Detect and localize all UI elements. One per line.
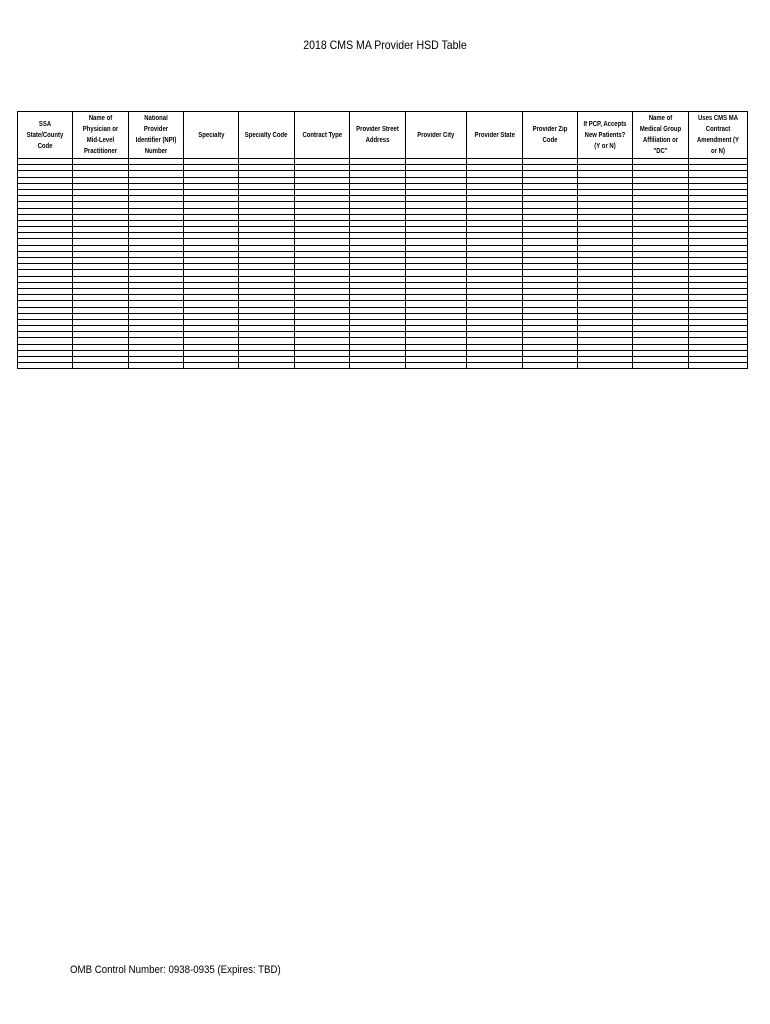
column-header: Name of Physician or Mid-Level Practitioner: [73, 112, 129, 159]
table-cell[interactable]: [578, 363, 633, 369]
column-header: If PCP, Accepts New Patients? (Y or N): [578, 112, 633, 159]
column-header: Name of Medical Group Affiliation or "DC": [633, 112, 689, 159]
table-cell[interactable]: [18, 363, 73, 369]
table-cell[interactable]: [295, 363, 350, 369]
column-header: Specialty: [184, 112, 239, 159]
table-cell[interactable]: [129, 363, 184, 369]
omb-control-footer: OMB Control Number: 0938-0935 (Expires: TBD): [70, 964, 281, 976]
table-cell[interactable]: [406, 363, 467, 369]
table-cell[interactable]: [350, 363, 406, 369]
table-row: [18, 363, 748, 369]
column-header: Provider Street Address: [350, 112, 406, 159]
table-cell[interactable]: [523, 363, 578, 369]
provider-hsd-table: [17, 111, 748, 369]
table-cell[interactable]: [184, 363, 239, 369]
table-cell[interactable]: [633, 363, 689, 369]
header-row: [18, 112, 748, 159]
column-header: Specialty Code: [239, 112, 295, 159]
column-header: National Provider Identifier (NPI) Number: [129, 112, 184, 159]
table-cell[interactable]: [467, 363, 523, 369]
table-cell[interactable]: [689, 363, 748, 369]
column-header: Provider Zip Code: [523, 112, 578, 159]
page-title: 2018 CMS MA Provider HSD Table: [303, 38, 467, 52]
column-header: SSA State/County Code: [18, 112, 73, 159]
table-cell[interactable]: [73, 363, 129, 369]
table-cell[interactable]: [239, 363, 295, 369]
column-header: Contract Type: [295, 112, 350, 159]
column-header: Provider State: [467, 112, 523, 159]
column-header: Provider City: [406, 112, 467, 159]
column-header: Uses CMS MA Contract Amendment (Y or N): [689, 112, 748, 159]
table-body: [18, 159, 748, 369]
